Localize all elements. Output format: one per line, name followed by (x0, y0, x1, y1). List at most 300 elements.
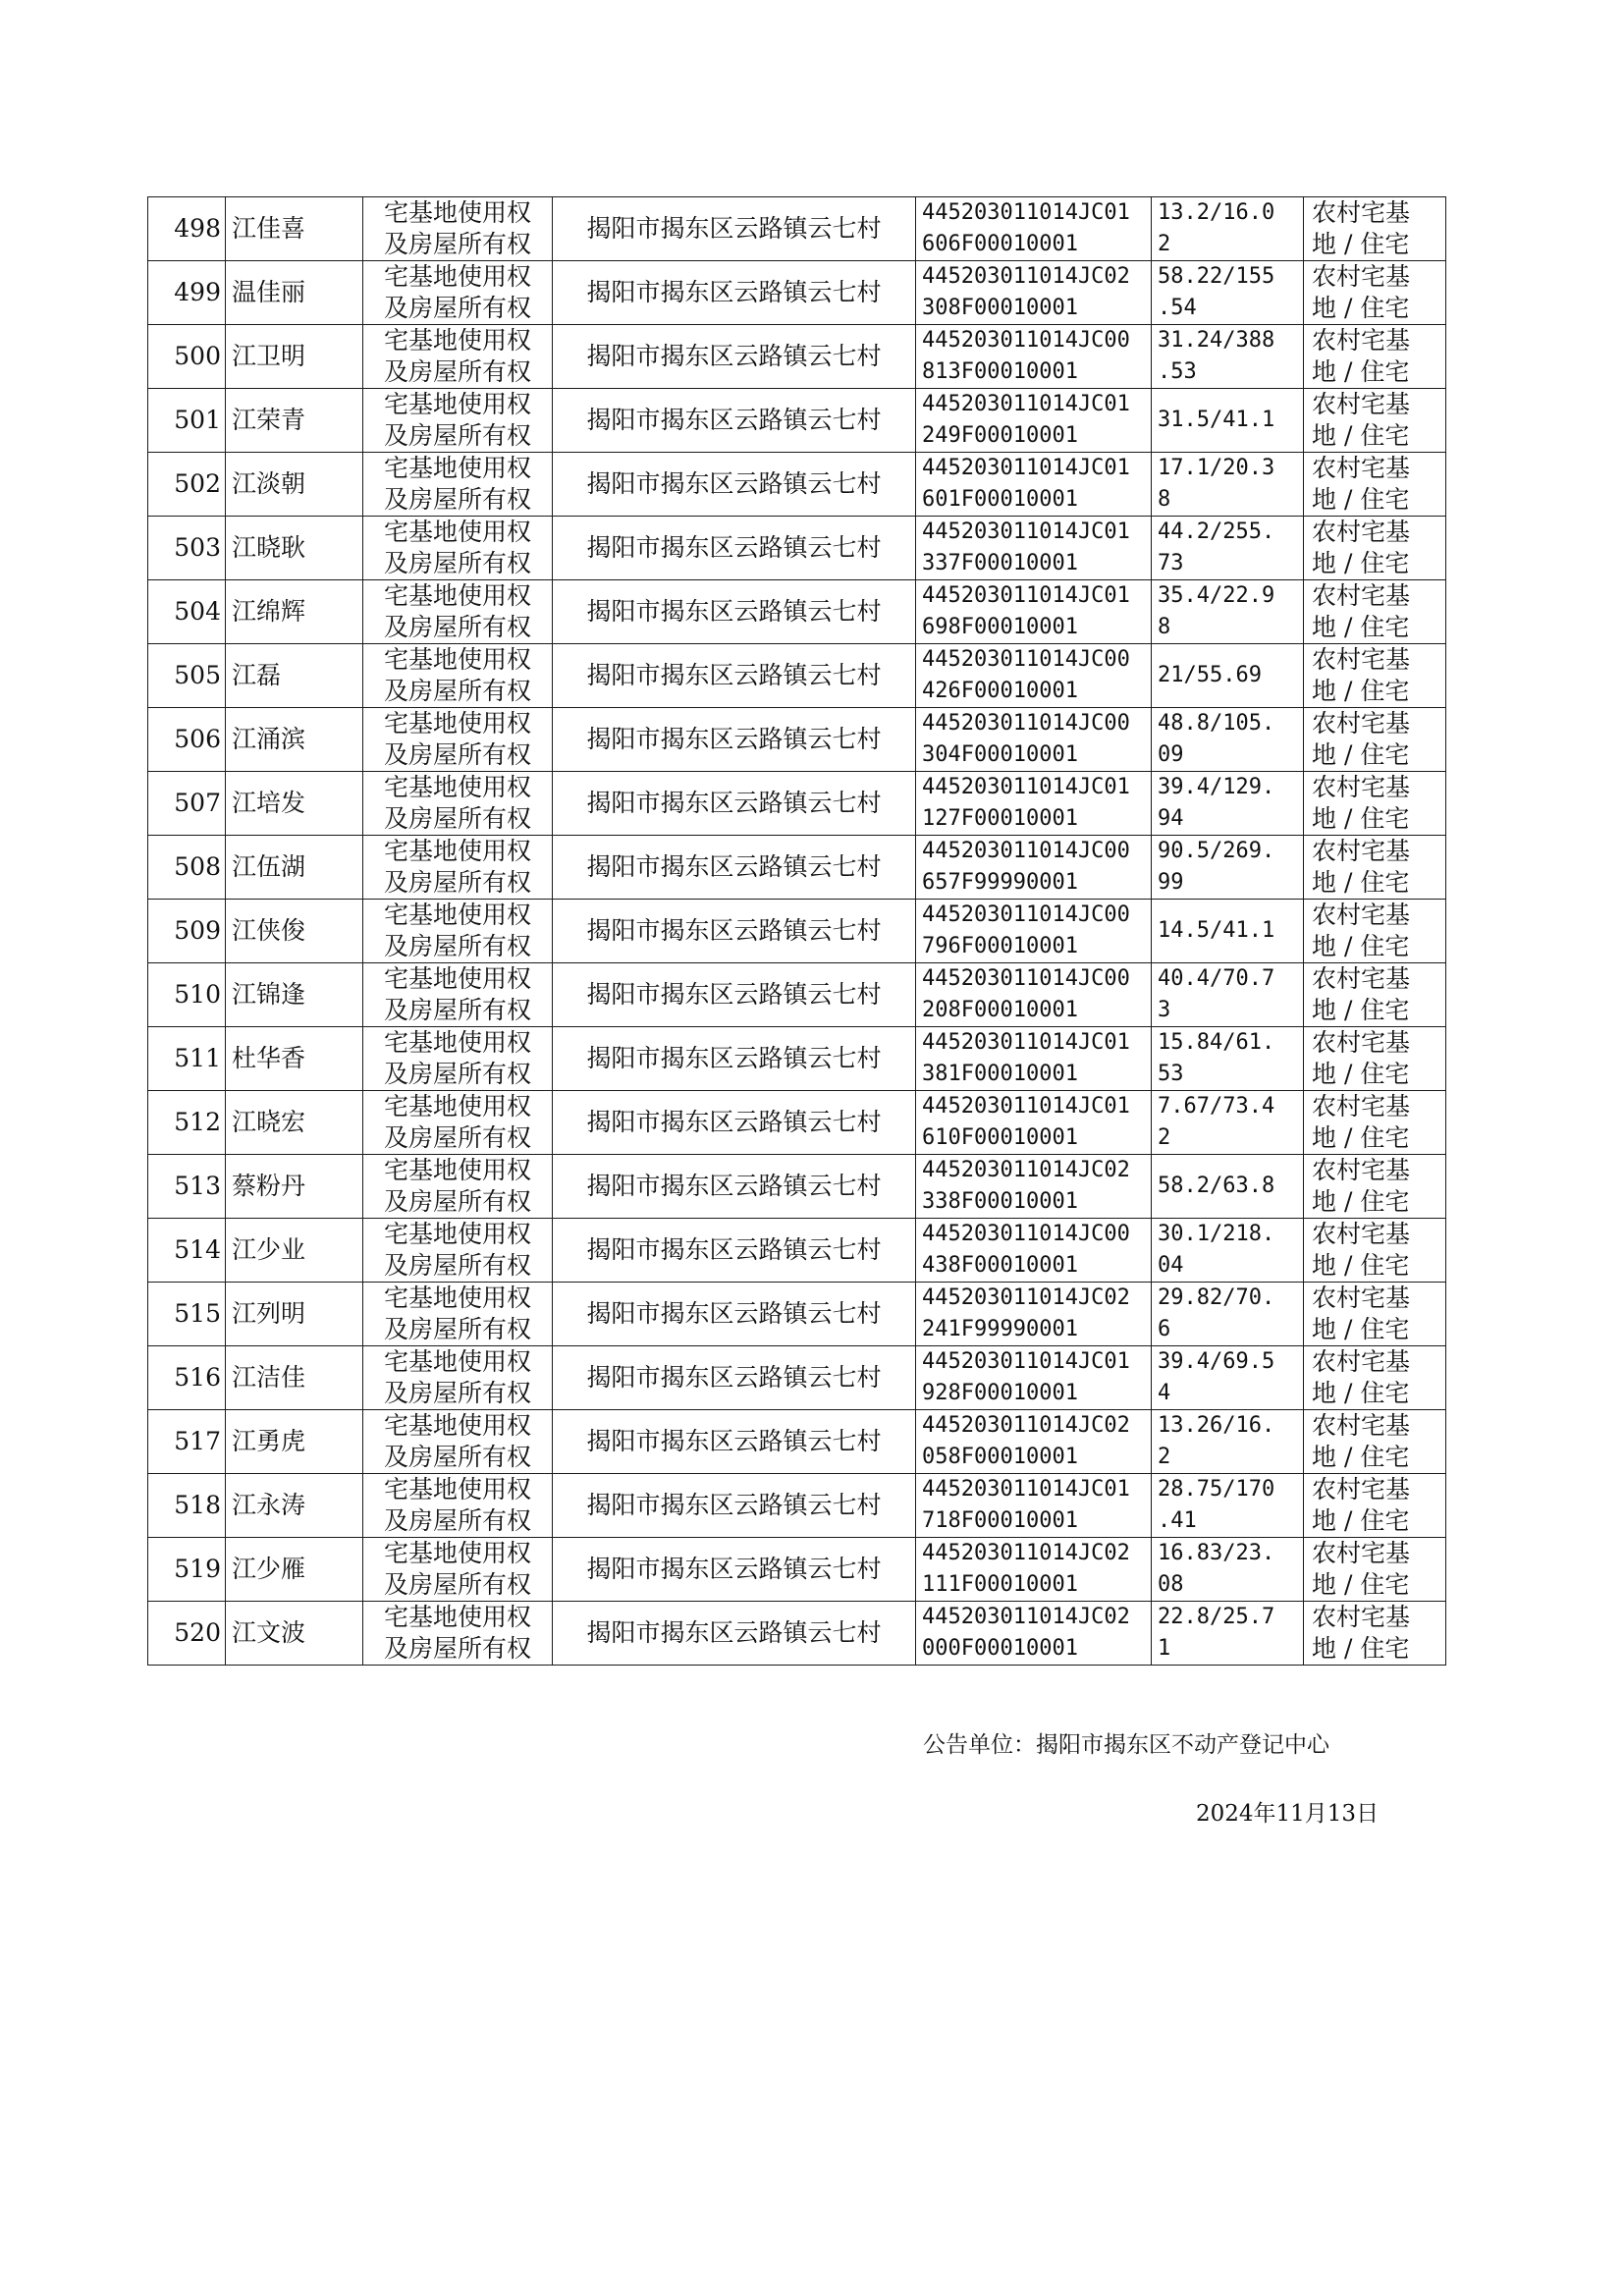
property-location-text: 揭阳市揭东区云路镇云七村 (586, 1618, 882, 1647)
property-location-text: 揭阳市揭东区云路镇云七村 (586, 980, 882, 1009)
unit-code-text: 445203011014JC02 241F99990001 (922, 1285, 1130, 1341)
record-number (148, 708, 226, 772)
land-use-text: 农村宅基 地 / 住宅 (1312, 709, 1411, 769)
land-use-text: 农村宅基 地 / 住宅 (1312, 1347, 1411, 1407)
owner-name (226, 1474, 363, 1538)
land-use-text: 农村宅基 地 / 住宅 (1312, 964, 1411, 1024)
unit-code-text: 445203011014JC00 426F00010001 (922, 647, 1130, 703)
property-location (553, 1027, 916, 1091)
property-location (553, 453, 916, 517)
right-type-text: 宅基地使用权 及房屋所有权 (383, 262, 531, 322)
unit-code-text: 445203011014JC00 657F99990001 (922, 839, 1130, 895)
land-use (1304, 963, 1446, 1027)
record-number-text: 500 (174, 342, 221, 370)
unit-code-text: 445203011014JC02 111F00010001 (922, 1541, 1130, 1597)
right-type (363, 261, 553, 325)
table-row (148, 325, 1446, 389)
unit-code-text: 445203011014JC00 208F00010001 (922, 966, 1130, 1022)
unit-code-text: 445203011014JC01 610F00010001 (922, 1094, 1130, 1150)
area-value (1152, 261, 1304, 325)
record-number (148, 1410, 226, 1474)
right-type (363, 1346, 553, 1410)
property-location-text: 揭阳市揭东区云路镇云七村 (586, 1491, 882, 1519)
right-type (363, 1538, 553, 1602)
right-type (363, 197, 553, 261)
area-value-text: 39.4/129. 94 (1158, 775, 1275, 831)
owner-name (226, 1346, 363, 1410)
unit-code-text: 445203011014JC01 249F00010001 (922, 392, 1130, 448)
land-use (1304, 772, 1446, 836)
land-use (1304, 836, 1446, 900)
land-use (1304, 1474, 1446, 1538)
record-number (148, 1219, 226, 1283)
owner-name-text: 江磊 (232, 661, 282, 689)
land-use-text: 农村宅基 地 / 住宅 (1312, 1284, 1411, 1343)
right-type-text: 宅基地使用权 及房屋所有权 (383, 709, 531, 769)
owner-name-text: 温佳丽 (232, 278, 306, 306)
unit-code (916, 580, 1152, 644)
right-type (363, 1474, 553, 1538)
land-use (1304, 1155, 1446, 1219)
owner-name-text: 江列明 (232, 1299, 306, 1328)
right-type-text: 宅基地使用权 及房屋所有权 (383, 1603, 531, 1663)
land-use (1304, 644, 1446, 708)
land-use (1304, 580, 1446, 644)
land-use-text: 农村宅基 地 / 住宅 (1312, 901, 1411, 960)
owner-name (226, 325, 363, 389)
area-value-text: 48.8/105. 09 (1158, 711, 1275, 767)
area-value (1152, 1410, 1304, 1474)
area-value-text: 30.1/218. 04 (1158, 1222, 1275, 1278)
right-type (363, 708, 553, 772)
area-value (1152, 580, 1304, 644)
owner-name (226, 261, 363, 325)
right-type (363, 1410, 553, 1474)
area-value (1152, 1346, 1304, 1410)
unit-code (916, 1219, 1152, 1283)
right-type (363, 1219, 553, 1283)
owner-name (226, 1410, 363, 1474)
area-value-text: 31.24/388 .53 (1158, 328, 1275, 384)
area-value-text: 58.22/155 .54 (1158, 264, 1275, 320)
unit-code (916, 900, 1152, 963)
owner-name-text: 杜华香 (232, 1044, 306, 1072)
right-type (363, 1602, 553, 1666)
unit-code (916, 708, 1152, 772)
owner-name (226, 772, 363, 836)
property-location-text: 揭阳市揭东区云路镇云七村 (586, 597, 882, 626)
property-location (553, 1283, 916, 1346)
area-value (1152, 644, 1304, 708)
record-number-text: 516 (174, 1363, 221, 1392)
property-location (553, 1410, 916, 1474)
property-location-text: 揭阳市揭东区云路镇云七村 (586, 661, 882, 689)
record-number-text: 519 (174, 1555, 221, 1583)
owner-name (226, 1538, 363, 1602)
property-location-text: 揭阳市揭东区云路镇云七村 (586, 1108, 882, 1136)
land-use (1304, 708, 1446, 772)
land-use (1304, 1027, 1446, 1091)
record-number (148, 325, 226, 389)
right-type (363, 900, 553, 963)
unit-code-text: 445203011014JC01 928F00010001 (922, 1349, 1130, 1405)
unit-code-text: 445203011014JC01 337F00010001 (922, 519, 1130, 575)
unit-code (916, 517, 1152, 580)
right-type-text: 宅基地使用权 及房屋所有权 (383, 454, 531, 514)
area-value-text: 58.2/63.8 (1158, 1174, 1275, 1198)
unit-code (916, 1155, 1152, 1219)
area-value (1152, 1091, 1304, 1155)
land-use-text: 农村宅基 地 / 住宅 (1312, 390, 1411, 450)
owner-name (226, 580, 363, 644)
unit-code-text: 445203011014JC02 338F00010001 (922, 1158, 1130, 1214)
area-value-text: 22.8/25.7 1 (1158, 1605, 1275, 1661)
right-type-text: 宅基地使用权 及房屋所有权 (383, 1475, 531, 1535)
unit-code (916, 325, 1152, 389)
record-number (148, 261, 226, 325)
area-value-text: 15.84/61. 53 (1158, 1030, 1275, 1086)
owner-name (226, 389, 363, 453)
right-type-text: 宅基地使用权 及房屋所有权 (383, 518, 531, 577)
record-number (148, 1027, 226, 1091)
property-location (553, 1219, 916, 1283)
area-value (1152, 517, 1304, 580)
area-value (1152, 453, 1304, 517)
property-location-text: 揭阳市揭东区云路镇云七村 (586, 852, 882, 881)
land-use (1304, 389, 1446, 453)
table-row (148, 1538, 1446, 1602)
area-value (1152, 1474, 1304, 1538)
owner-name (226, 644, 363, 708)
unit-code-text: 445203011014JC02 000F00010001 (922, 1605, 1130, 1661)
property-location (553, 1091, 916, 1155)
land-use-text: 农村宅基 地 / 住宅 (1312, 1411, 1411, 1471)
announcing-unit: 公告单位：揭阳市揭东区不动产登记中心 (923, 1732, 1329, 1758)
record-number-text: 505 (174, 661, 221, 689)
property-location-text: 揭阳市揭东区云路镇云七村 (586, 533, 882, 562)
right-type (363, 1027, 553, 1091)
owner-name (226, 1283, 363, 1346)
right-type-text: 宅基地使用权 及房屋所有权 (383, 1220, 531, 1280)
record-number-text: 510 (174, 980, 221, 1009)
property-location-text: 揭阳市揭东区云路镇云七村 (586, 916, 882, 945)
record-number-text: 520 (174, 1618, 221, 1647)
right-type-text: 宅基地使用权 及房屋所有权 (383, 1156, 531, 1216)
unit-code (916, 644, 1152, 708)
right-type-text: 宅基地使用权 及房屋所有权 (383, 1347, 531, 1407)
unit-code (916, 963, 1152, 1027)
owner-name (226, 1602, 363, 1666)
right-type-text: 宅基地使用权 及房屋所有权 (383, 198, 531, 258)
area-value (1152, 1283, 1304, 1346)
land-use-text: 农村宅基 地 / 住宅 (1312, 1156, 1411, 1216)
record-number (148, 197, 226, 261)
land-use-text: 农村宅基 地 / 住宅 (1312, 1092, 1411, 1152)
unit-code (916, 261, 1152, 325)
area-value (1152, 389, 1304, 453)
table-row (148, 772, 1446, 836)
land-use-text: 农村宅基 地 / 住宅 (1312, 262, 1411, 322)
unit-code-text: 445203011014JC00 796F00010001 (922, 902, 1130, 958)
owner-name-text: 江伍湖 (232, 852, 306, 881)
land-use-text: 农村宅基 地 / 住宅 (1312, 1475, 1411, 1535)
record-number (148, 1346, 226, 1410)
record-number (148, 580, 226, 644)
area-value-text: 7.67/73.4 2 (1158, 1094, 1275, 1150)
record-number (148, 1155, 226, 1219)
owner-name (226, 963, 363, 1027)
owner-name-text: 蔡粉丹 (232, 1172, 306, 1200)
record-number (148, 1602, 226, 1666)
area-value-text: 13.26/16. 2 (1158, 1413, 1275, 1469)
land-use-text: 农村宅基 地 / 住宅 (1312, 1603, 1411, 1663)
owner-name (226, 1155, 363, 1219)
table-row (148, 1219, 1446, 1283)
unit-code (916, 1474, 1152, 1538)
property-location (553, 1155, 916, 1219)
record-number-text: 517 (174, 1427, 221, 1455)
announcement-date: 2024年11月13日 (1196, 1801, 1380, 1827)
record-number-text: 501 (174, 406, 221, 434)
right-type-text: 宅基地使用权 及房屋所有权 (383, 326, 531, 386)
land-use (1304, 1410, 1446, 1474)
table-row (148, 453, 1446, 517)
record-number-text: 511 (174, 1044, 221, 1072)
owner-name-text: 江荣青 (232, 406, 306, 434)
right-type-text: 宅基地使用权 及房屋所有权 (383, 773, 531, 833)
land-use (1304, 197, 1446, 261)
property-location-text: 揭阳市揭东区云路镇云七村 (586, 1427, 882, 1455)
right-type (363, 836, 553, 900)
right-type-text: 宅基地使用权 及房屋所有权 (383, 1411, 531, 1471)
property-location (553, 836, 916, 900)
area-value-text: 17.1/20.3 8 (1158, 456, 1275, 512)
table-row (148, 261, 1446, 325)
property-location (553, 644, 916, 708)
right-type-text: 宅基地使用权 及房屋所有权 (383, 1028, 531, 1088)
right-type-text: 宅基地使用权 及房屋所有权 (383, 1284, 531, 1343)
table-row (148, 1155, 1446, 1219)
unit-code-text: 445203011014JC02 058F00010001 (922, 1413, 1130, 1469)
land-use-text: 农村宅基 地 / 住宅 (1312, 1220, 1411, 1280)
land-use (1304, 1346, 1446, 1410)
right-type-text: 宅基地使用权 及房屋所有权 (383, 837, 531, 897)
land-use-text: 农村宅基 地 / 住宅 (1312, 1028, 1411, 1088)
property-location (553, 261, 916, 325)
owner-name-text: 江涌滨 (232, 725, 306, 753)
area-value (1152, 1538, 1304, 1602)
property-location (553, 900, 916, 963)
table-row (148, 900, 1446, 963)
table-row (148, 1091, 1446, 1155)
unit-code (916, 1283, 1152, 1346)
unit-code (916, 197, 1152, 261)
record-number (148, 963, 226, 1027)
right-type-text: 宅基地使用权 及房屋所有权 (383, 390, 531, 450)
property-location-text: 揭阳市揭东区云路镇云七村 (586, 1299, 882, 1328)
property-location-text: 揭阳市揭东区云路镇云七村 (586, 789, 882, 817)
owner-name-text: 江培发 (232, 789, 306, 817)
record-number (148, 1091, 226, 1155)
record-number-text: 512 (174, 1108, 221, 1136)
land-use-text: 农村宅基 地 / 住宅 (1312, 837, 1411, 897)
property-location-text: 揭阳市揭东区云路镇云七村 (586, 214, 882, 243)
unit-code (916, 453, 1152, 517)
property-location (553, 1602, 916, 1666)
owner-name-text: 江晓宏 (232, 1108, 306, 1136)
area-value-text: 40.4/70.7 3 (1158, 966, 1275, 1022)
record-number-text: 506 (174, 725, 221, 753)
area-value-text: 31.5/41.1 (1158, 408, 1275, 432)
owner-name (226, 1219, 363, 1283)
owner-name-text: 江卫明 (232, 342, 306, 370)
owner-name (226, 197, 363, 261)
area-value-text: 13.2/16.0 2 (1158, 200, 1275, 256)
land-use (1304, 1091, 1446, 1155)
area-value-text: 21/55.69 (1158, 663, 1262, 687)
land-use-text: 农村宅基 地 / 住宅 (1312, 645, 1411, 705)
area-value (1152, 325, 1304, 389)
unit-code-text: 445203011014JC01 606F00010001 (922, 200, 1130, 256)
unit-code (916, 1027, 1152, 1091)
table-row (148, 708, 1446, 772)
record-number-text: 508 (174, 852, 221, 881)
record-number-text: 507 (174, 789, 221, 817)
property-location-text: 揭阳市揭东区云路镇云七村 (586, 342, 882, 370)
property-location-text: 揭阳市揭东区云路镇云七村 (586, 725, 882, 753)
area-value-text: 14.5/41.1 (1158, 918, 1275, 943)
record-number (148, 389, 226, 453)
area-value (1152, 963, 1304, 1027)
table-row (148, 197, 1446, 261)
unit-code-text: 445203011014JC00 304F00010001 (922, 711, 1130, 767)
record-number-text: 504 (174, 597, 221, 626)
land-use-text: 农村宅基 地 / 住宅 (1312, 581, 1411, 641)
owner-name (226, 1091, 363, 1155)
owner-name-text: 江永涛 (232, 1491, 306, 1519)
area-value (1152, 197, 1304, 261)
area-value (1152, 836, 1304, 900)
right-type-text: 宅基地使用权 及房屋所有权 (383, 581, 531, 641)
right-type (363, 963, 553, 1027)
owner-name-text: 江锦逢 (232, 980, 306, 1009)
area-value-text: 90.5/269. 99 (1158, 839, 1275, 895)
record-number (148, 644, 226, 708)
unit-code-text: 445203011014JC00 438F00010001 (922, 1222, 1130, 1278)
owner-name (226, 836, 363, 900)
unit-code-text: 445203011014JC01 718F00010001 (922, 1477, 1130, 1533)
table-row (148, 389, 1446, 453)
table-row (148, 644, 1446, 708)
unit-code-text: 445203011014JC01 601F00010001 (922, 456, 1130, 512)
owner-name (226, 708, 363, 772)
table-body (148, 197, 1446, 1666)
record-number-text: 518 (174, 1491, 221, 1519)
record-number-text: 509 (174, 916, 221, 945)
owner-name-text: 江佳喜 (232, 214, 306, 243)
unit-code (916, 1602, 1152, 1666)
unit-code-text: 445203011014JC01 698F00010001 (922, 583, 1130, 639)
unit-code (916, 1091, 1152, 1155)
table-row (148, 1474, 1446, 1538)
property-location (553, 1346, 916, 1410)
right-type-text: 宅基地使用权 及房屋所有权 (383, 964, 531, 1024)
record-number (148, 900, 226, 963)
right-type (363, 1091, 553, 1155)
property-location-text: 揭阳市揭东区云路镇云七村 (586, 1363, 882, 1392)
land-use-text: 农村宅基 地 / 住宅 (1312, 518, 1411, 577)
record-number (148, 1283, 226, 1346)
property-location (553, 325, 916, 389)
right-type (363, 325, 553, 389)
record-number-text: 502 (174, 469, 221, 498)
area-value-text: 35.4/22.9 8 (1158, 583, 1275, 639)
right-type (363, 772, 553, 836)
unit-code (916, 1538, 1152, 1602)
table-row (148, 1283, 1446, 1346)
table-row (148, 836, 1446, 900)
property-location-text: 揭阳市揭东区云路镇云七村 (586, 1172, 882, 1200)
right-type (363, 517, 553, 580)
record-number-text: 499 (174, 278, 221, 306)
table-row (148, 517, 1446, 580)
property-location (553, 1474, 916, 1538)
property-location (553, 708, 916, 772)
table-row (148, 580, 1446, 644)
owner-name-text: 江淡朝 (232, 469, 306, 498)
area-value (1152, 1027, 1304, 1091)
land-use-text: 农村宅基 地 / 住宅 (1312, 198, 1411, 258)
property-location-text: 揭阳市揭东区云路镇云七村 (586, 406, 882, 434)
property-location (553, 580, 916, 644)
right-type (363, 453, 553, 517)
owner-name-text: 江洁佳 (232, 1363, 306, 1392)
area-value-text: 16.83/23. 08 (1158, 1541, 1275, 1597)
owner-name (226, 453, 363, 517)
owner-name-text: 江少业 (232, 1235, 306, 1264)
right-type (363, 1155, 553, 1219)
record-number (148, 772, 226, 836)
right-type-text: 宅基地使用权 及房屋所有权 (383, 1539, 531, 1599)
table-row (148, 1602, 1446, 1666)
property-location-text: 揭阳市揭东区云路镇云七村 (586, 1235, 882, 1264)
unit-code-text: 445203011014JC01 127F00010001 (922, 775, 1130, 831)
right-type-text: 宅基地使用权 及房屋所有权 (383, 1092, 531, 1152)
record-number-text: 515 (174, 1299, 221, 1328)
owner-name-text: 江侠俊 (232, 916, 306, 945)
land-use (1304, 1602, 1446, 1666)
land-use-text: 农村宅基 地 / 住宅 (1312, 1539, 1411, 1599)
unit-code (916, 1410, 1152, 1474)
property-location (553, 772, 916, 836)
record-number-text: 498 (174, 214, 221, 243)
unit-code-text: 445203011014JC02 308F00010001 (922, 264, 1130, 320)
area-value (1152, 900, 1304, 963)
owner-name-text: 江勇虎 (232, 1427, 306, 1455)
land-use (1304, 325, 1446, 389)
record-number-text: 513 (174, 1172, 221, 1200)
property-location-text: 揭阳市揭东区云路镇云七村 (586, 278, 882, 306)
land-use (1304, 1283, 1446, 1346)
record-number (148, 1538, 226, 1602)
property-location (553, 197, 916, 261)
property-location (553, 1538, 916, 1602)
registration-table (147, 196, 1446, 1666)
area-value-text: 28.75/170 .41 (1158, 1477, 1275, 1533)
unit-code-text: 445203011014JC01 381F00010001 (922, 1030, 1130, 1086)
land-use (1304, 900, 1446, 963)
record-number (148, 453, 226, 517)
